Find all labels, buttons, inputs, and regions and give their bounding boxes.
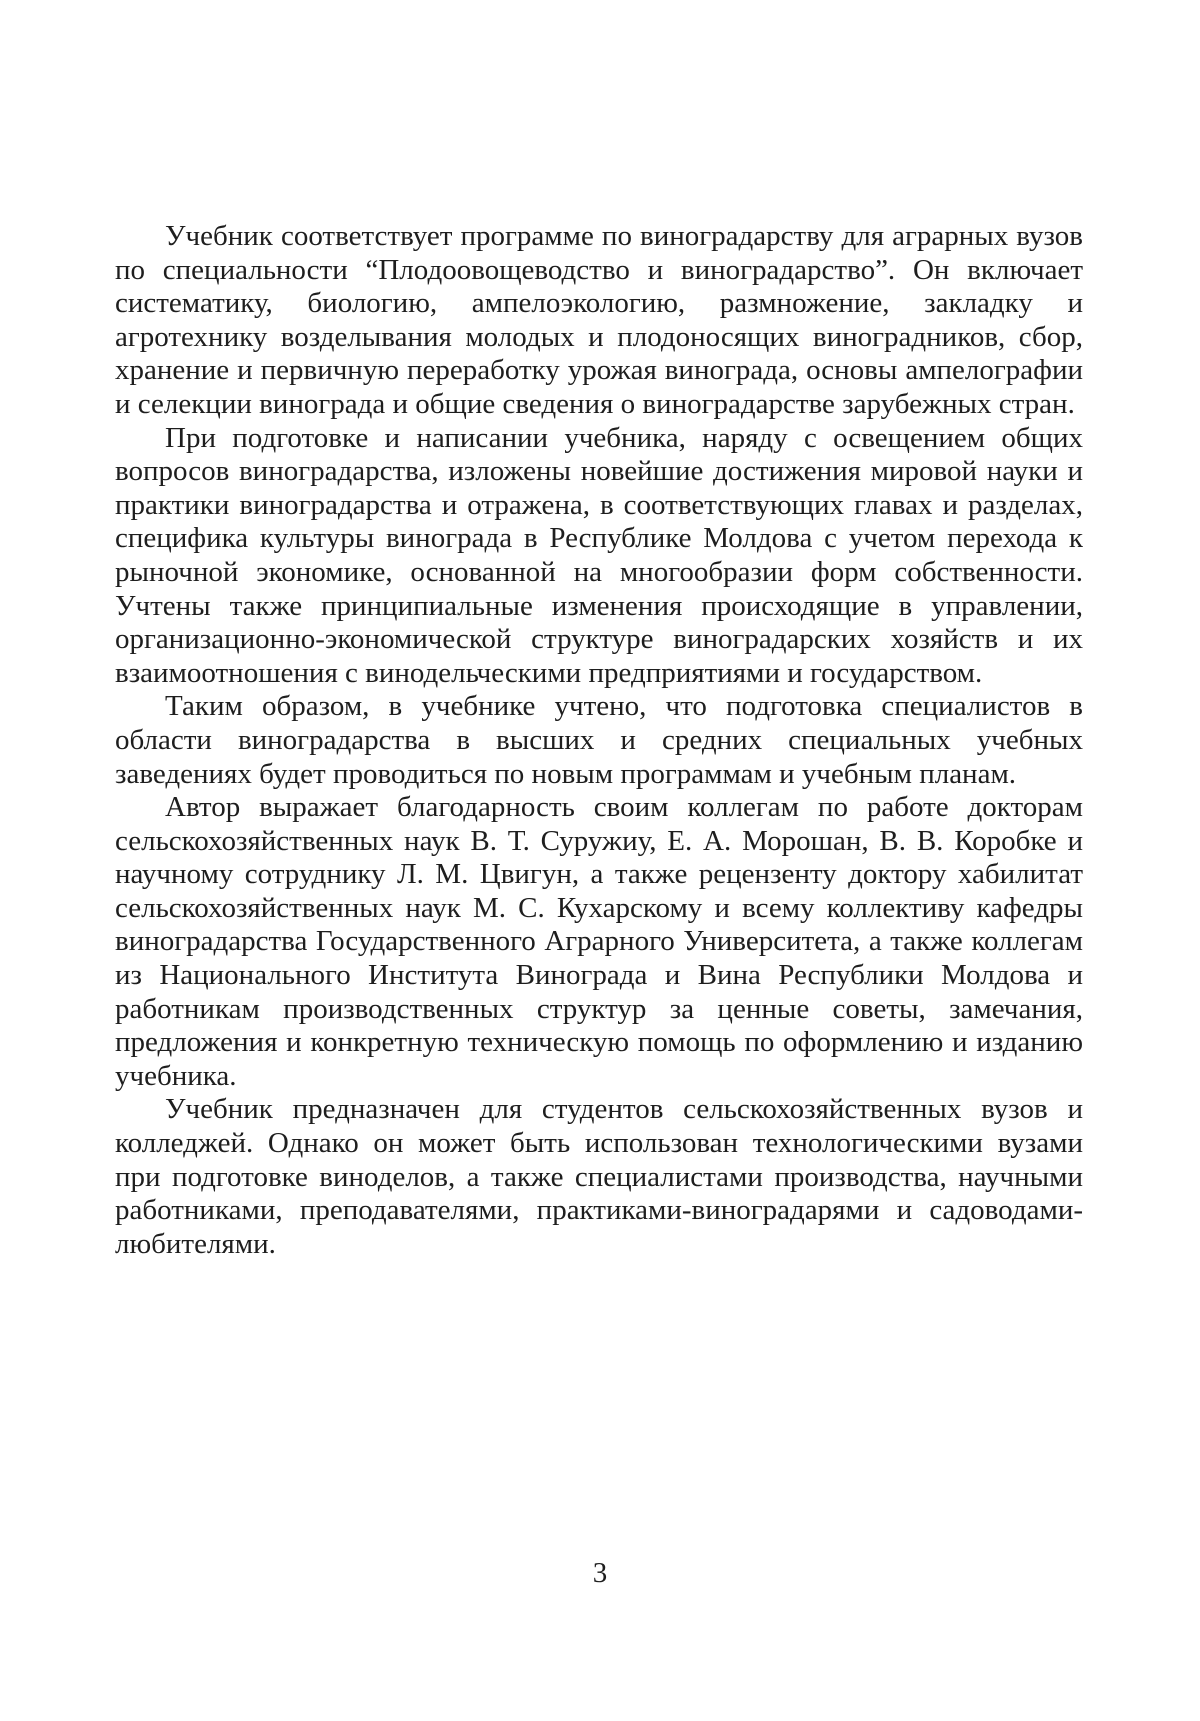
preface-text <box>115 220 1083 1261</box>
paragraph-curriculum: Учебник соответствует программе по виноградарству для аграрных вузов по специальности “Плодоовощеводство и виноградарство”. Он включает систематику, биологию, ампелоэкологию, размножение, закладку и агротехнику возделывания молодых и плодоносящих виноградников, сбор, хранение и первичную переработку урожая винограда, основы ампелографии и селекции винограда и общие сведения о виноградарстве зарубежных стран. <box>115 220 1083 420</box>
page-number: 3 <box>592 1557 608 1589</box>
paragraph-content-scope: При подготовке и написании учебника, наряду с освещением общих вопросов виноградарства, изложены новейшие достижения мировой науки и практики виноградарства и отражена, в соответствующих главах и разделах, специфика культуры винограда в Республике Молдова с учетом перехода к рыночной экономике, основанной на многообразии форм собственности. Учтены также принципиальные изменения происходящие в управлении, организационно-экономической структуре виноградарских хозяйств и их взаимоотношения с винодельческими предприятиями и государством. <box>115 421 1083 689</box>
paragraph-acknowledgements: Автор выражает благодарность своим коллегам по работе докторам сельскохозяйственных наук В. Т. Суружиу, Е. А. Морошан, В. В. Коробке и научному сотруднику Л. М. Цвигун, а также рецензенту доктору хабилитат сельскохозяйственных наук М. С. Кухарскому и всему коллективу кафедры виноградарства Государственного Аграрного Университета, а также коллегам из Национального Института Винограда и Вина Республики Молдова и работникам производственных структур за ценные советы, замечания, предложения и конкретную техническую помощь по оформлению и изданию учебника. <box>115 791 1083 1092</box>
paragraph-training: Таким образом, в учебнике учтено, что подготовка специалистов в области виноградарства в высших и средних специальных учебных заведениях будет проводиться по новым программам и учебным планам. <box>115 690 1083 790</box>
paragraph-audience: Учебник предназначен для студентов сельскохозяйственных вузов и колледжей. Однако он может быть использован технологическими вузами при подготовке виноделов, а также специалистами производства, научными работниками, преподавателями, практиками-виноградарями и садоводами-любителями. <box>115 1093 1083 1260</box>
